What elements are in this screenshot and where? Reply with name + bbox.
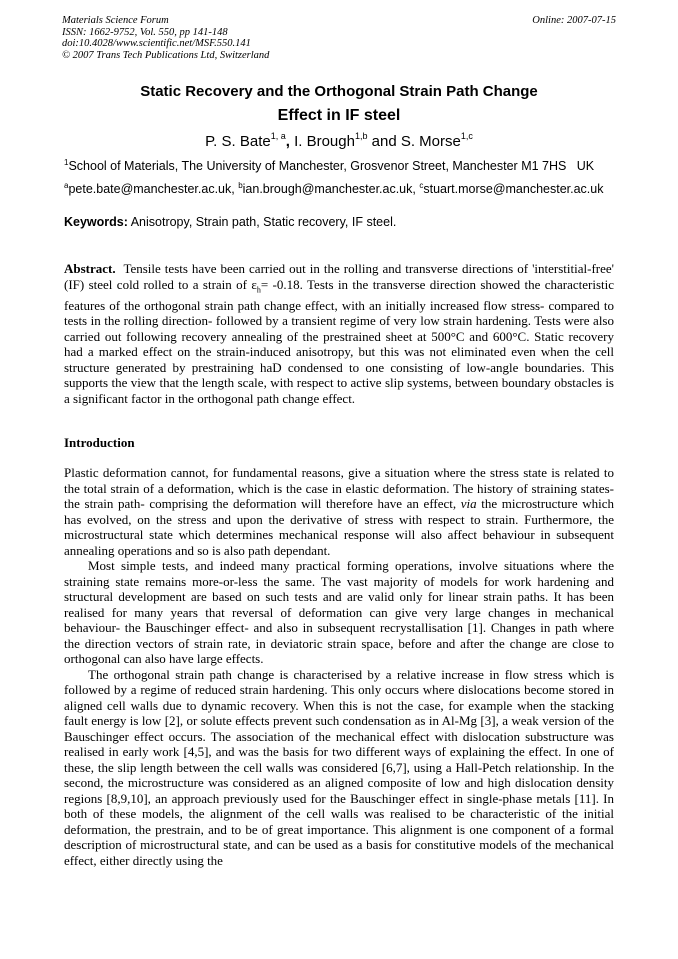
doi-line: doi:10.4028/www.scientific.net/MSF.550.141 [62,38,251,49]
author-separator: and [371,133,397,150]
keywords-label: Keywords: [64,215,128,229]
paragraph: Most simple tests, and indeed many practical forming operations, involve situations where the straining state remains more-or-less the same. The vast majority of models for work hardening and structural development are based on such tests and are valid only for linear strain paths. It has been realised for many years that reversal of deformation can give very large changes in mechanical behaviour- the Bauschinger effect- and also in subsequent recrystallisation [1]. Changes in path where the direction vectors of strain rate, in deviatoric strain space, before and after the change are close to orthogonal can also have large effects. [64,558,614,666]
journal-name: Materials Science Forum [62,15,169,26]
section-heading: Introduction [64,435,135,450]
abstract-label: Abstract. [64,261,116,276]
issn-line: ISSN: 1662-9752, Vol. 550, pp 141-148 [62,26,228,38]
abstract [64,261,614,406]
email-list [64,181,603,196]
abstract-text-cont: = -0.18. Tests in the transverse direction showed the characteristic features of the orthogonal strain path change effect, with an initially increased flow stress- compared to tests in the rolling direction- followed by a transient regime of very low strain hardening. Tests were also carried out following recovery annealing of the prestrained sheet at 500°C and 600°C. Static recovery had a marked effect on the strain-induced anisotropy, but this was not eliminated even when the cell structure generated by prestraining haD condensed to one consisting of low-angle boundaries. This supports the view that the length scale, with respect to active slip systems, between boundary obstacles is a significant factor in the orthogonal path change effect. [64,276,614,406]
email-sup: b [238,181,243,190]
email-sup: c [419,181,424,190]
keywords-text: Anisotropy, Strain path, Static recovery, IF steel. [130,215,397,229]
email-sup: a [64,181,69,190]
keywords [64,215,396,229]
author-name: I. Brough [294,133,355,150]
author-list [0,132,678,150]
online-date: Online: 2007-07-15 [532,15,616,26]
paragraph-text-cont: the microstructure which has evolved, on the stress and upon the derivative of stress with respect to strain. Furthermore, the microstructural state which determines mechanical response will also affect behaviour in subsequent annealing operations and so is also path dependant. [64,496,614,558]
author-sup: 1, a [270,131,286,141]
email-address[interactable]: stuart.morse@manchester.ac.uk [423,182,604,197]
strain-subscript: h [256,285,261,295]
paragraph: The orthogonal strain path change is characterised by a relative increase in flow stress which is followed by a regime of reduced strain hardening. This only occurs where dislocations become stored in aligned cell walls due to dynamic recovery. When this is not the case, for example when the stacking fault energy is low [2], or solute effects prevent such condensation as in Al-Mg [3], a weak version of the Bauschinger effect occurs. The association of the mechanical effect with dislocation substructure was realised in early work [4,5], and was the basis for two different ways of explaining the effect. In one of these, the slip length between the cell walls was considered [6,7], using a Hall-Petch relationship. In the second, the microstructure was considered as an aligned composite of low and high dislocation density regions [8,9,10], an approach previously used for the Bauschinger effect in single-phase metals [11]. In both of these models, the alignment of the cell walls was realised to be characteristic of the initial deformation, the prestrain, and to be of great importance. This alignment is one component of a formal description of microstructural state, and can be used as a basis for constitutive models of the mechanical effect, either directly using the [64,666,614,868]
paper-title-line2: Effect in IF steel [277,107,401,124]
affiliation-text: School of Materials, The University of Manchester, Grosvenor Street, Manchester M1 7HS UK [68,159,595,174]
author-name: P. S. Bate [205,133,271,150]
journal-header [62,15,269,61]
email-address[interactable]: ian.brough@manchester.ac.uk, [242,182,416,197]
paragraph-text: Plastic deformation cannot, for fundamental reasons, give a situation where the stress state is related to the total strain of a deformation, which is the case in elastic deformation. The history of straining states- the strain path- comprising the deformation will therefore have an effect, [64,465,614,511]
author-sup: 1,b [354,131,368,141]
introduction-body [64,465,614,868]
paragraph [64,465,614,558]
affiliation [64,158,594,173]
affiliation-sup: 1 [64,158,69,167]
author-separator: , [285,133,290,150]
italic-term: via [460,496,477,511]
author-sup: 1,c [460,131,473,141]
copyright-line: © 2007 Trans Tech Publications Ltd, Switzerland [62,49,270,61]
abstract-text: Tensile tests have been carried out in the rolling and transverse directions of 'interstitial-free' (IF) steel cold rolled to a strain of ε [64,261,614,292]
author-name: S. Morse [400,133,461,150]
paper-title-line1: Static Recovery and the Orthogonal Strain Path Change [140,83,538,100]
email-address[interactable]: pete.bate@manchester.ac.uk, [68,182,235,197]
